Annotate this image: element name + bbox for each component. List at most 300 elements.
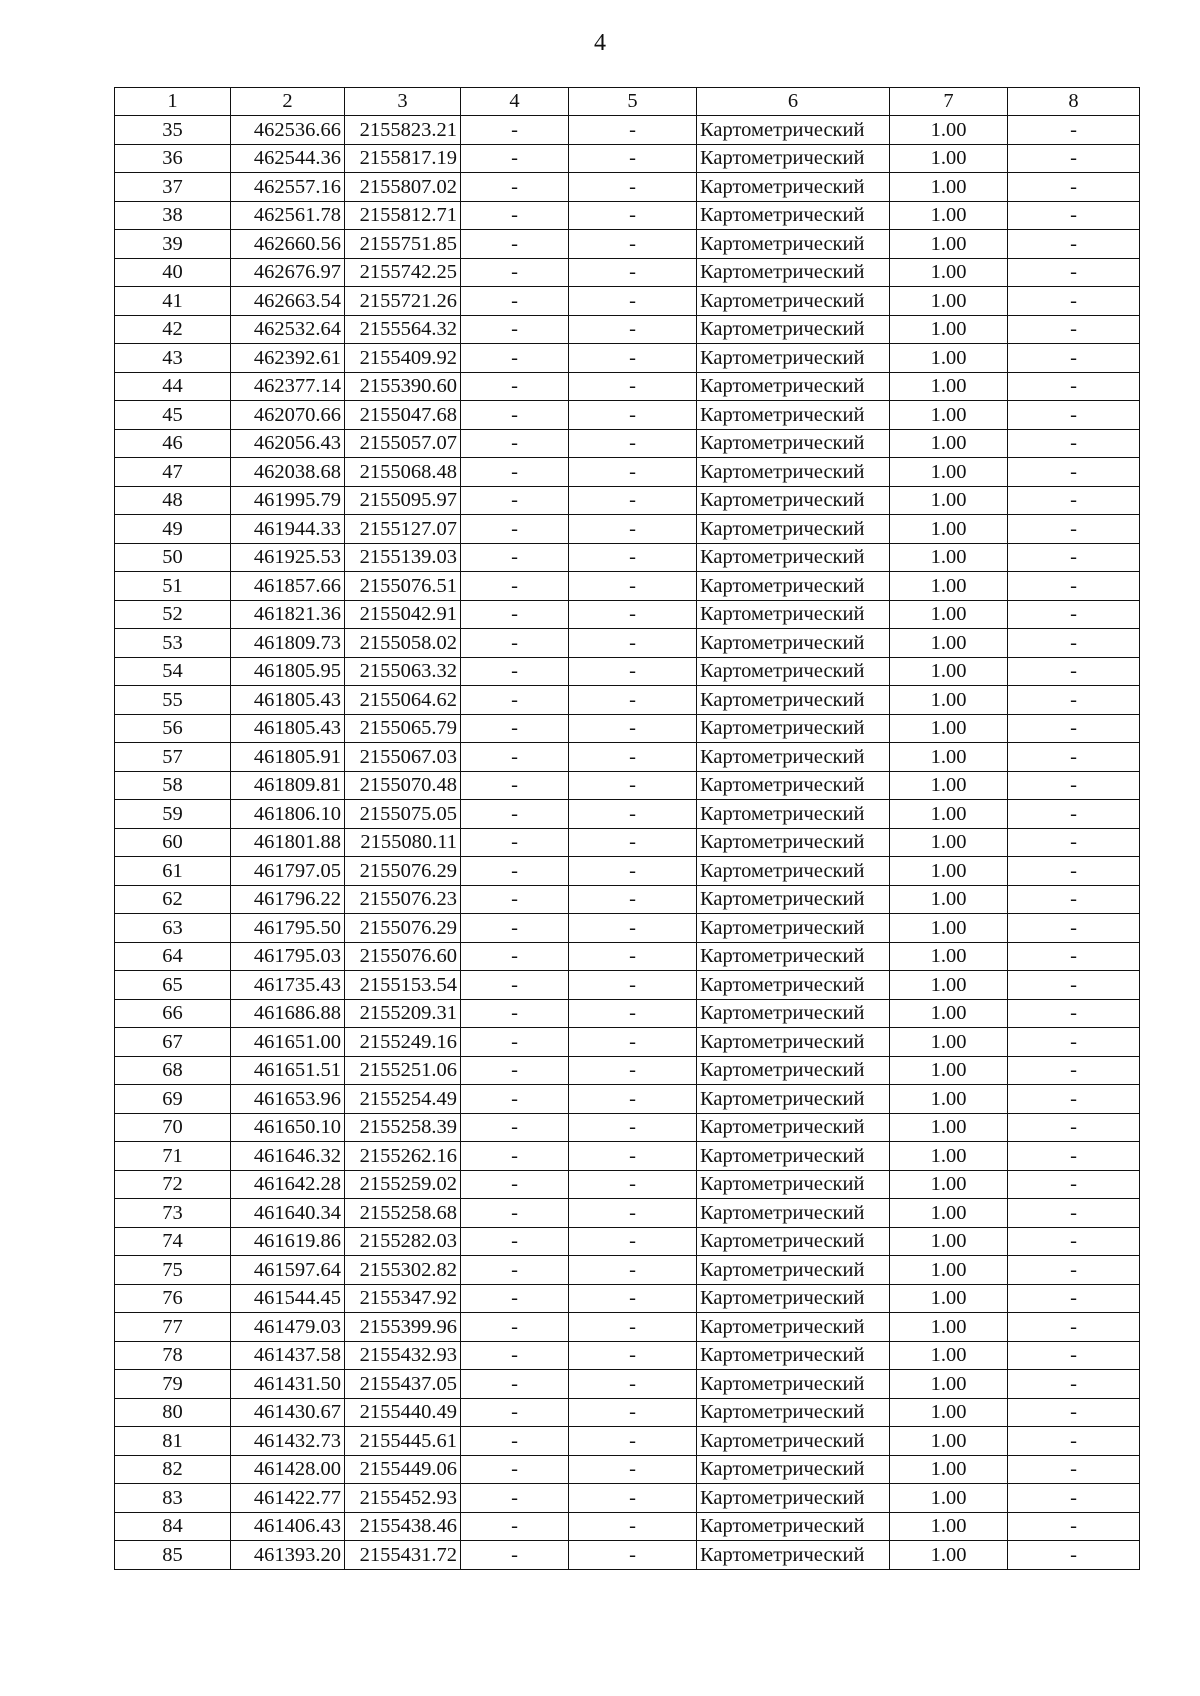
accuracy-cell: 1.00 bbox=[890, 1142, 1008, 1171]
col8-cell: - bbox=[1008, 401, 1140, 430]
col4-cell: - bbox=[461, 230, 569, 259]
point-number-cell: 37 bbox=[115, 173, 231, 202]
x-coordinate-cell: 461809.81 bbox=[231, 771, 345, 800]
method-cell: Картометрический bbox=[697, 315, 890, 344]
point-number-cell: 35 bbox=[115, 116, 231, 145]
col5-cell: - bbox=[569, 429, 697, 458]
col5-cell: - bbox=[569, 1455, 697, 1484]
y-coordinate-cell: 2155807.02 bbox=[345, 173, 461, 202]
table-row bbox=[115, 1170, 1140, 1199]
x-coordinate-cell: 461653.96 bbox=[231, 1085, 345, 1114]
col8-cell: - bbox=[1008, 885, 1140, 914]
col8-cell: - bbox=[1008, 116, 1140, 145]
accuracy-cell: 1.00 bbox=[890, 173, 1008, 202]
table-row bbox=[115, 401, 1140, 430]
accuracy-cell: 1.00 bbox=[890, 515, 1008, 544]
accuracy-cell: 1.00 bbox=[890, 743, 1008, 772]
accuracy-cell: 1.00 bbox=[890, 486, 1008, 515]
col8-cell: - bbox=[1008, 914, 1140, 943]
y-coordinate-cell: 2155812.71 bbox=[345, 201, 461, 230]
col4-cell: - bbox=[461, 1284, 569, 1313]
method-cell: Картометрический bbox=[697, 1028, 890, 1057]
col8-cell: - bbox=[1008, 1028, 1140, 1057]
point-number-cell: 49 bbox=[115, 515, 231, 544]
accuracy-cell: 1.00 bbox=[890, 429, 1008, 458]
table-row bbox=[115, 315, 1140, 344]
method-cell: Картометрический bbox=[697, 800, 890, 829]
x-coordinate-cell: 462070.66 bbox=[231, 401, 345, 430]
y-coordinate-cell: 2155432.93 bbox=[345, 1341, 461, 1370]
col4-cell: - bbox=[461, 942, 569, 971]
accuracy-cell: 1.00 bbox=[890, 458, 1008, 487]
method-cell: Картометрический bbox=[697, 1455, 890, 1484]
table-row bbox=[115, 714, 1140, 743]
col8-cell: - bbox=[1008, 1113, 1140, 1142]
x-coordinate-cell: 461432.73 bbox=[231, 1427, 345, 1456]
col5-cell: - bbox=[569, 828, 697, 857]
col4-cell: - bbox=[461, 372, 569, 401]
col5-cell: - bbox=[569, 971, 697, 1000]
col5-cell: - bbox=[569, 458, 697, 487]
table-row bbox=[115, 1398, 1140, 1427]
table-row bbox=[115, 629, 1140, 658]
col4-cell: - bbox=[461, 914, 569, 943]
y-coordinate-cell: 2155254.49 bbox=[345, 1085, 461, 1114]
table-row bbox=[115, 1227, 1140, 1256]
point-number-cell: 83 bbox=[115, 1484, 231, 1513]
col5-cell: - bbox=[569, 686, 697, 715]
y-coordinate-cell: 2155076.29 bbox=[345, 914, 461, 943]
table-row bbox=[115, 743, 1140, 772]
col5-cell: - bbox=[569, 657, 697, 686]
method-cell: Картометрический bbox=[697, 401, 890, 430]
method-cell: Картометрический bbox=[697, 942, 890, 971]
col4-cell: - bbox=[461, 258, 569, 287]
point-number-cell: 53 bbox=[115, 629, 231, 658]
method-cell: Картометрический bbox=[697, 429, 890, 458]
table-row bbox=[115, 1056, 1140, 1085]
table-row bbox=[115, 1313, 1140, 1342]
col4-cell: - bbox=[461, 1113, 569, 1142]
x-coordinate-cell: 462377.14 bbox=[231, 372, 345, 401]
y-coordinate-cell: 2155080.11 bbox=[345, 828, 461, 857]
coordinates-table bbox=[114, 87, 1140, 1570]
table-row bbox=[115, 458, 1140, 487]
col8-cell: - bbox=[1008, 372, 1140, 401]
x-coordinate-cell: 462663.54 bbox=[231, 287, 345, 316]
x-coordinate-cell: 462532.64 bbox=[231, 315, 345, 344]
method-cell: Картометрический bbox=[697, 1056, 890, 1085]
x-coordinate-cell: 461857.66 bbox=[231, 572, 345, 601]
col4-cell: - bbox=[461, 515, 569, 544]
point-number-cell: 47 bbox=[115, 458, 231, 487]
accuracy-cell: 1.00 bbox=[890, 1256, 1008, 1285]
x-coordinate-cell: 461651.51 bbox=[231, 1056, 345, 1085]
col5-cell: - bbox=[569, 401, 697, 430]
point-number-cell: 41 bbox=[115, 287, 231, 316]
point-number-cell: 57 bbox=[115, 743, 231, 772]
x-coordinate-cell: 461642.28 bbox=[231, 1170, 345, 1199]
col4-cell: - bbox=[461, 1056, 569, 1085]
table-row bbox=[115, 486, 1140, 515]
point-number-cell: 77 bbox=[115, 1313, 231, 1342]
x-coordinate-cell: 461805.43 bbox=[231, 714, 345, 743]
x-coordinate-cell: 461640.34 bbox=[231, 1199, 345, 1228]
col4-cell: - bbox=[461, 1541, 569, 1570]
col8-cell: - bbox=[1008, 486, 1140, 515]
table-row bbox=[115, 800, 1140, 829]
y-coordinate-cell: 2155399.96 bbox=[345, 1313, 461, 1342]
col5-cell: - bbox=[569, 258, 697, 287]
col8-cell: - bbox=[1008, 1085, 1140, 1114]
x-coordinate-cell: 461925.53 bbox=[231, 543, 345, 572]
method-cell: Картометрический bbox=[697, 885, 890, 914]
col8-cell: - bbox=[1008, 173, 1140, 202]
y-coordinate-cell: 2155249.16 bbox=[345, 1028, 461, 1057]
col8-cell: - bbox=[1008, 315, 1140, 344]
y-coordinate-cell: 2155042.91 bbox=[345, 600, 461, 629]
accuracy-cell: 1.00 bbox=[890, 857, 1008, 886]
col5-cell: - bbox=[569, 515, 697, 544]
x-coordinate-cell: 461646.32 bbox=[231, 1142, 345, 1171]
col8-cell: - bbox=[1008, 1227, 1140, 1256]
col4-cell: - bbox=[461, 486, 569, 515]
accuracy-cell: 1.00 bbox=[890, 1284, 1008, 1313]
table-row bbox=[115, 914, 1140, 943]
y-coordinate-cell: 2155431.72 bbox=[345, 1541, 461, 1570]
method-cell: Картометрический bbox=[697, 743, 890, 772]
col4-cell: - bbox=[461, 1341, 569, 1370]
point-number-cell: 81 bbox=[115, 1427, 231, 1456]
col8-cell: - bbox=[1008, 971, 1140, 1000]
y-coordinate-cell: 2155390.60 bbox=[345, 372, 461, 401]
col5-cell: - bbox=[569, 287, 697, 316]
table-row bbox=[115, 1256, 1140, 1285]
col8-cell: - bbox=[1008, 1341, 1140, 1370]
x-coordinate-cell: 461619.86 bbox=[231, 1227, 345, 1256]
y-coordinate-cell: 2155564.32 bbox=[345, 315, 461, 344]
y-coordinate-cell: 2155095.97 bbox=[345, 486, 461, 515]
col8-cell: - bbox=[1008, 1512, 1140, 1541]
col5-cell: - bbox=[569, 857, 697, 886]
method-cell: Картометрический bbox=[697, 1313, 890, 1342]
col4-cell: - bbox=[461, 885, 569, 914]
y-coordinate-cell: 2155258.39 bbox=[345, 1113, 461, 1142]
x-coordinate-cell: 461995.79 bbox=[231, 486, 345, 515]
col4-cell: - bbox=[461, 116, 569, 145]
x-coordinate-cell: 462676.97 bbox=[231, 258, 345, 287]
col4-cell: - bbox=[461, 543, 569, 572]
col8-cell: - bbox=[1008, 515, 1140, 544]
accuracy-cell: 1.00 bbox=[890, 315, 1008, 344]
col4-cell: - bbox=[461, 743, 569, 772]
col4-cell: - bbox=[461, 458, 569, 487]
col8-cell: - bbox=[1008, 942, 1140, 971]
y-coordinate-cell: 2155259.02 bbox=[345, 1170, 461, 1199]
point-number-cell: 74 bbox=[115, 1227, 231, 1256]
col4-cell: - bbox=[461, 828, 569, 857]
col4-cell: - bbox=[461, 429, 569, 458]
y-coordinate-cell: 2155347.92 bbox=[345, 1284, 461, 1313]
x-coordinate-cell: 462557.16 bbox=[231, 173, 345, 202]
y-coordinate-cell: 2155076.60 bbox=[345, 942, 461, 971]
method-cell: Картометрический bbox=[697, 116, 890, 145]
table-row bbox=[115, 258, 1140, 287]
method-cell: Картометрический bbox=[697, 857, 890, 886]
col4-cell: - bbox=[461, 629, 569, 658]
method-cell: Картометрический bbox=[697, 629, 890, 658]
col4-cell: - bbox=[461, 686, 569, 715]
col8-cell: - bbox=[1008, 429, 1140, 458]
table-row bbox=[115, 942, 1140, 971]
point-number-cell: 48 bbox=[115, 486, 231, 515]
table-body bbox=[115, 116, 1140, 1570]
col4-cell: - bbox=[461, 1313, 569, 1342]
method-cell: Картометрический bbox=[697, 971, 890, 1000]
col4-cell: - bbox=[461, 144, 569, 173]
table-row bbox=[115, 1370, 1140, 1399]
col5-cell: - bbox=[569, 1028, 697, 1057]
method-cell: Картометрический bbox=[697, 1541, 890, 1570]
y-coordinate-cell: 2155047.68 bbox=[345, 401, 461, 430]
point-number-cell: 80 bbox=[115, 1398, 231, 1427]
col8-cell: - bbox=[1008, 201, 1140, 230]
accuracy-cell: 1.00 bbox=[890, 771, 1008, 800]
point-number-cell: 72 bbox=[115, 1170, 231, 1199]
accuracy-cell: 1.00 bbox=[890, 1455, 1008, 1484]
point-number-cell: 46 bbox=[115, 429, 231, 458]
y-coordinate-cell: 2155440.49 bbox=[345, 1398, 461, 1427]
y-coordinate-cell: 2155058.02 bbox=[345, 629, 461, 658]
point-number-cell: 60 bbox=[115, 828, 231, 857]
col5-cell: - bbox=[569, 1199, 697, 1228]
column-header: 2 bbox=[231, 88, 345, 116]
col4-cell: - bbox=[461, 1427, 569, 1456]
point-number-cell: 45 bbox=[115, 401, 231, 430]
table-row bbox=[115, 771, 1140, 800]
col5-cell: - bbox=[569, 999, 697, 1028]
col5-cell: - bbox=[569, 1541, 697, 1570]
method-cell: Картометрический bbox=[697, 657, 890, 686]
point-number-cell: 85 bbox=[115, 1541, 231, 1570]
col4-cell: - bbox=[461, 1512, 569, 1541]
col5-cell: - bbox=[569, 600, 697, 629]
method-cell: Картометрический bbox=[697, 828, 890, 857]
col4-cell: - bbox=[461, 1170, 569, 1199]
method-cell: Картометрический bbox=[697, 543, 890, 572]
col5-cell: - bbox=[569, 1227, 697, 1256]
table-row bbox=[115, 572, 1140, 601]
x-coordinate-cell: 461735.43 bbox=[231, 971, 345, 1000]
x-coordinate-cell: 461430.67 bbox=[231, 1398, 345, 1427]
x-coordinate-cell: 462038.68 bbox=[231, 458, 345, 487]
y-coordinate-cell: 2155445.61 bbox=[345, 1427, 461, 1456]
y-coordinate-cell: 2155075.05 bbox=[345, 800, 461, 829]
page-number: 4 bbox=[594, 30, 606, 56]
column-header: 6 bbox=[697, 88, 890, 116]
y-coordinate-cell: 2155063.32 bbox=[345, 657, 461, 686]
point-number-cell: 66 bbox=[115, 999, 231, 1028]
col4-cell: - bbox=[461, 971, 569, 1000]
method-cell: Картометрический bbox=[697, 1227, 890, 1256]
accuracy-cell: 1.00 bbox=[890, 1370, 1008, 1399]
col4-cell: - bbox=[461, 857, 569, 886]
col5-cell: - bbox=[569, 800, 697, 829]
accuracy-cell: 1.00 bbox=[890, 1398, 1008, 1427]
col5-cell: - bbox=[569, 1427, 697, 1456]
accuracy-cell: 1.00 bbox=[890, 1028, 1008, 1057]
col5-cell: - bbox=[569, 1313, 697, 1342]
y-coordinate-cell: 2155282.03 bbox=[345, 1227, 461, 1256]
method-cell: Картометрический bbox=[697, 686, 890, 715]
table-row bbox=[115, 287, 1140, 316]
table-row bbox=[115, 657, 1140, 686]
col5-cell: - bbox=[569, 315, 697, 344]
col8-cell: - bbox=[1008, 1541, 1140, 1570]
method-cell: Картометрический bbox=[697, 344, 890, 373]
point-number-cell: 62 bbox=[115, 885, 231, 914]
y-coordinate-cell: 2155751.85 bbox=[345, 230, 461, 259]
col8-cell: - bbox=[1008, 1398, 1140, 1427]
col8-cell: - bbox=[1008, 144, 1140, 173]
table-row bbox=[115, 429, 1140, 458]
col5-cell: - bbox=[569, 543, 697, 572]
col4-cell: - bbox=[461, 999, 569, 1028]
point-number-cell: 42 bbox=[115, 315, 231, 344]
point-number-cell: 84 bbox=[115, 1512, 231, 1541]
col8-cell: - bbox=[1008, 344, 1140, 373]
y-coordinate-cell: 2155070.48 bbox=[345, 771, 461, 800]
accuracy-cell: 1.00 bbox=[890, 1341, 1008, 1370]
col5-cell: - bbox=[569, 1341, 697, 1370]
col8-cell: - bbox=[1008, 600, 1140, 629]
point-number-cell: 67 bbox=[115, 1028, 231, 1057]
y-coordinate-cell: 2155817.19 bbox=[345, 144, 461, 173]
col8-cell: - bbox=[1008, 572, 1140, 601]
col5-cell: - bbox=[569, 1113, 697, 1142]
y-coordinate-cell: 2155064.62 bbox=[345, 686, 461, 715]
col8-cell: - bbox=[1008, 543, 1140, 572]
method-cell: Картометрический bbox=[697, 1398, 890, 1427]
table-row bbox=[115, 1284, 1140, 1313]
col5-cell: - bbox=[569, 914, 697, 943]
col5-cell: - bbox=[569, 1370, 697, 1399]
y-coordinate-cell: 2155302.82 bbox=[345, 1256, 461, 1285]
table-row bbox=[115, 372, 1140, 401]
point-number-cell: 64 bbox=[115, 942, 231, 971]
method-cell: Картометрический bbox=[697, 771, 890, 800]
accuracy-cell: 1.00 bbox=[890, 914, 1008, 943]
table-row bbox=[115, 1142, 1140, 1171]
accuracy-cell: 1.00 bbox=[890, 116, 1008, 145]
y-coordinate-cell: 2155251.06 bbox=[345, 1056, 461, 1085]
x-coordinate-cell: 461406.43 bbox=[231, 1512, 345, 1541]
accuracy-cell: 1.00 bbox=[890, 1227, 1008, 1256]
col4-cell: - bbox=[461, 401, 569, 430]
col4-cell: - bbox=[461, 771, 569, 800]
y-coordinate-cell: 2155076.51 bbox=[345, 572, 461, 601]
x-coordinate-cell: 461821.36 bbox=[231, 600, 345, 629]
col4-cell: - bbox=[461, 714, 569, 743]
x-coordinate-cell: 461422.77 bbox=[231, 1484, 345, 1513]
col4-cell: - bbox=[461, 173, 569, 202]
col4-cell: - bbox=[461, 1370, 569, 1399]
x-coordinate-cell: 461544.45 bbox=[231, 1284, 345, 1313]
point-number-cell: 70 bbox=[115, 1113, 231, 1142]
method-cell: Картометрический bbox=[697, 1512, 890, 1541]
y-coordinate-cell: 2155076.29 bbox=[345, 857, 461, 886]
point-number-cell: 58 bbox=[115, 771, 231, 800]
col4-cell: - bbox=[461, 1256, 569, 1285]
col8-cell: - bbox=[1008, 230, 1140, 259]
point-number-cell: 82 bbox=[115, 1455, 231, 1484]
col8-cell: - bbox=[1008, 1170, 1140, 1199]
accuracy-cell: 1.00 bbox=[890, 686, 1008, 715]
accuracy-cell: 1.00 bbox=[890, 999, 1008, 1028]
col5-cell: - bbox=[569, 942, 697, 971]
col5-cell: - bbox=[569, 743, 697, 772]
method-cell: Картометрический bbox=[697, 287, 890, 316]
method-cell: Картометрический bbox=[697, 1085, 890, 1114]
table-row bbox=[115, 201, 1140, 230]
point-number-cell: 69 bbox=[115, 1085, 231, 1114]
method-cell: Картометрический bbox=[697, 486, 890, 515]
table-row bbox=[115, 1512, 1140, 1541]
col5-cell: - bbox=[569, 1512, 697, 1541]
accuracy-cell: 1.00 bbox=[890, 828, 1008, 857]
accuracy-cell: 1.00 bbox=[890, 1541, 1008, 1570]
table-row bbox=[115, 1484, 1140, 1513]
table-row bbox=[115, 543, 1140, 572]
x-coordinate-cell: 461597.64 bbox=[231, 1256, 345, 1285]
y-coordinate-cell: 2155068.48 bbox=[345, 458, 461, 487]
x-coordinate-cell: 461431.50 bbox=[231, 1370, 345, 1399]
accuracy-cell: 1.00 bbox=[890, 1085, 1008, 1114]
col8-cell: - bbox=[1008, 1484, 1140, 1513]
x-coordinate-cell: 462056.43 bbox=[231, 429, 345, 458]
y-coordinate-cell: 2155721.26 bbox=[345, 287, 461, 316]
col4-cell: - bbox=[461, 1142, 569, 1171]
col8-cell: - bbox=[1008, 999, 1140, 1028]
table-row bbox=[115, 686, 1140, 715]
col5-cell: - bbox=[569, 572, 697, 601]
x-coordinate-cell: 461393.20 bbox=[231, 1541, 345, 1570]
col8-cell: - bbox=[1008, 287, 1140, 316]
col5-cell: - bbox=[569, 885, 697, 914]
method-cell: Картометрический bbox=[697, 1427, 890, 1456]
y-coordinate-cell: 2155258.68 bbox=[345, 1199, 461, 1228]
col5-cell: - bbox=[569, 116, 697, 145]
col8-cell: - bbox=[1008, 1455, 1140, 1484]
accuracy-cell: 1.00 bbox=[890, 714, 1008, 743]
x-coordinate-cell: 461795.50 bbox=[231, 914, 345, 943]
x-coordinate-cell: 462536.66 bbox=[231, 116, 345, 145]
point-number-cell: 63 bbox=[115, 914, 231, 943]
col4-cell: - bbox=[461, 1455, 569, 1484]
accuracy-cell: 1.00 bbox=[890, 1199, 1008, 1228]
col4-cell: - bbox=[461, 1227, 569, 1256]
column-header: 7 bbox=[890, 88, 1008, 116]
col4-cell: - bbox=[461, 572, 569, 601]
y-coordinate-cell: 2155742.25 bbox=[345, 258, 461, 287]
y-coordinate-cell: 2155823.21 bbox=[345, 116, 461, 145]
column-header: 8 bbox=[1008, 88, 1140, 116]
accuracy-cell: 1.00 bbox=[890, 287, 1008, 316]
point-number-cell: 54 bbox=[115, 657, 231, 686]
col5-cell: - bbox=[569, 1284, 697, 1313]
col5-cell: - bbox=[569, 1056, 697, 1085]
method-cell: Картометрический bbox=[697, 1370, 890, 1399]
